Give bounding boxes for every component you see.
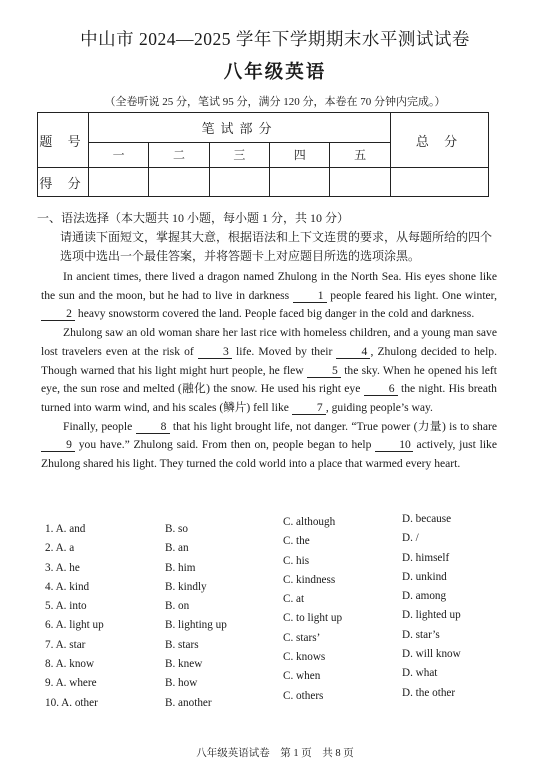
exam-title: 中山市 2024—2025 学年下学期期末水平测试试卷 — [80, 29, 470, 49]
option-b: B. stars — [165, 638, 199, 651]
option-c: C. knows — [283, 651, 326, 664]
option-a: 3. A. he — [45, 561, 80, 574]
option-d: D. star’s — [402, 628, 440, 641]
blank-1: 1 — [293, 289, 327, 303]
page-footer: 八年级英语试卷 第 1 页 共 8 页 — [196, 748, 354, 759]
option-b: B. lighting up — [165, 619, 227, 632]
options-column-d — [402, 510, 461, 703]
passage-text: Finally, people — [63, 419, 133, 433]
blank-2: 2 — [41, 307, 75, 321]
passage-text: life. Moved by their — [235, 344, 333, 358]
option-d: D. lighted up — [402, 609, 461, 622]
score-cell-total[interactable] — [391, 168, 489, 197]
exam-note: （全卷听说 25 分，笔试 95 分，满分 120 分，本卷在 70 分钟内完成。） — [104, 96, 446, 108]
option-c: C. kindness — [283, 573, 336, 586]
option-d: D. what — [402, 667, 438, 680]
option-b: B. how — [165, 677, 198, 690]
option-b: B. an — [165, 542, 189, 555]
section-number-3: 三 — [209, 142, 269, 167]
option-c: C. the — [283, 535, 310, 548]
option-d: D. unkind — [402, 570, 447, 583]
option-a: 8. A. know — [45, 658, 95, 671]
passage-text: In ancient times, there lived a dragon named Zhulong in the North Sea. His eyes shone like the sun and the moon, but he had to live in darkness — [41, 270, 497, 302]
passage-paragraph-1 — [41, 268, 497, 324]
passage-text: Zhulong saw an old woman share her last rice with homeless children, and a young man save lost travelers even at the risk of — [41, 326, 497, 358]
row-label-question-number: 题 号 — [38, 113, 89, 168]
written-section-header: 笔试部分 — [89, 113, 391, 143]
option-c: C. although — [283, 516, 336, 528]
row-label-score: 得 分 — [38, 168, 89, 197]
options-column-a — [45, 520, 104, 713]
option-c: C. his — [283, 554, 310, 567]
passage-text: , guiding people’s way. — [325, 400, 433, 414]
options-column-c — [283, 513, 342, 706]
option-a: 9. A. where — [45, 677, 97, 690]
passage-text: actively, just like Zhulong shared his light. They turned the cold world into a place that warmed every heart. — [41, 438, 497, 471]
blank-5: 5 — [307, 364, 341, 378]
score-cell-1[interactable] — [89, 168, 149, 197]
passage-text: people feared his light. One winter, — [330, 288, 497, 302]
passage-paragraph-2 — [41, 324, 497, 418]
section-number-5: 五 — [330, 142, 391, 167]
option-c: C. to light up — [283, 612, 343, 625]
option-b: B. on — [165, 600, 190, 613]
blank-4: 4 — [336, 345, 370, 359]
passage-text: , Zhulong decided to help. Though warned that his light might hurt people, he flew — [41, 344, 497, 377]
option-d: D. himself — [402, 551, 450, 564]
option-a: 2. A. a — [45, 542, 75, 555]
option-a: 4. A. kind — [45, 580, 90, 593]
option-d: D. / — [402, 532, 419, 545]
option-d: D. the other — [402, 686, 456, 699]
options-column-b — [165, 520, 227, 713]
option-a: 7. A. star — [45, 638, 86, 651]
passage-paragraph-3 — [41, 418, 497, 474]
score-cell-2[interactable] — [149, 168, 209, 197]
score-cell-5[interactable] — [330, 168, 391, 197]
blank-9: 9 — [41, 438, 75, 452]
option-b: B. kindly — [165, 580, 207, 593]
blank-7: 7 — [292, 401, 326, 415]
passage-text: heavy snowstorm covered the land. People faced big danger in the cold and darkness. — [77, 307, 475, 321]
option-c: C. stars’ — [283, 631, 321, 644]
section-1-instruction: 请通读下面短文，掌握其大意，根据语法和上下文连贯的要求，从每题所给的四个选项中选出一个最佳答案，并将答题卡上对应题目所选的选项涂黑。 — [60, 230, 493, 263]
passage-text: that his light brought life, not danger. “True power (力量) is to share — [172, 419, 497, 433]
score-cell-4[interactable] — [270, 168, 330, 197]
blank-10: 10 — [375, 438, 413, 452]
section-1-title: 一、语法选择（本大题共 10 小题，每小题 1 分，共 10 分） — [37, 211, 350, 225]
section-number-1: 一 — [89, 142, 149, 167]
option-b: B. another — [165, 696, 212, 709]
passage-text: you have.” Zhulong said. From then on, people began to help — [78, 438, 372, 452]
option-d: D. will know — [402, 648, 461, 661]
section-number-2: 二 — [149, 142, 209, 167]
exam-subject: 八年级英语 — [223, 63, 327, 83]
option-a: 10. A. other — [45, 696, 98, 709]
score-table — [37, 112, 489, 197]
score-cell-3[interactable] — [209, 168, 269, 197]
total-score-header: 总 分 — [391, 113, 489, 168]
option-a: 1. A. and — [45, 523, 86, 535]
reading-passage — [41, 268, 497, 474]
option-d: D. among — [402, 590, 447, 603]
option-d: D. because — [402, 513, 452, 525]
option-a: 6. A. light up — [45, 619, 104, 632]
option-b: B. him — [165, 561, 196, 574]
passage-text: the sky. When he opened his left eye, the sun rose and melted (融化) the snow. He used his right eye — [41, 363, 497, 396]
option-c: C. when — [283, 670, 321, 683]
passage-text: the night. His breath turned into warm wind, and his scales (鳞片) fell like — [41, 382, 497, 414]
blank-8: 8 — [136, 420, 170, 434]
option-a: 5. A. into — [45, 600, 87, 613]
option-b: B. so — [165, 523, 189, 535]
blank-6: 6 — [364, 382, 398, 396]
option-b: B. knew — [165, 658, 203, 671]
section-number-4: 四 — [270, 142, 330, 167]
option-c: C. at — [283, 593, 305, 606]
blank-3: 3 — [198, 345, 232, 359]
option-c: C. others — [283, 689, 324, 702]
